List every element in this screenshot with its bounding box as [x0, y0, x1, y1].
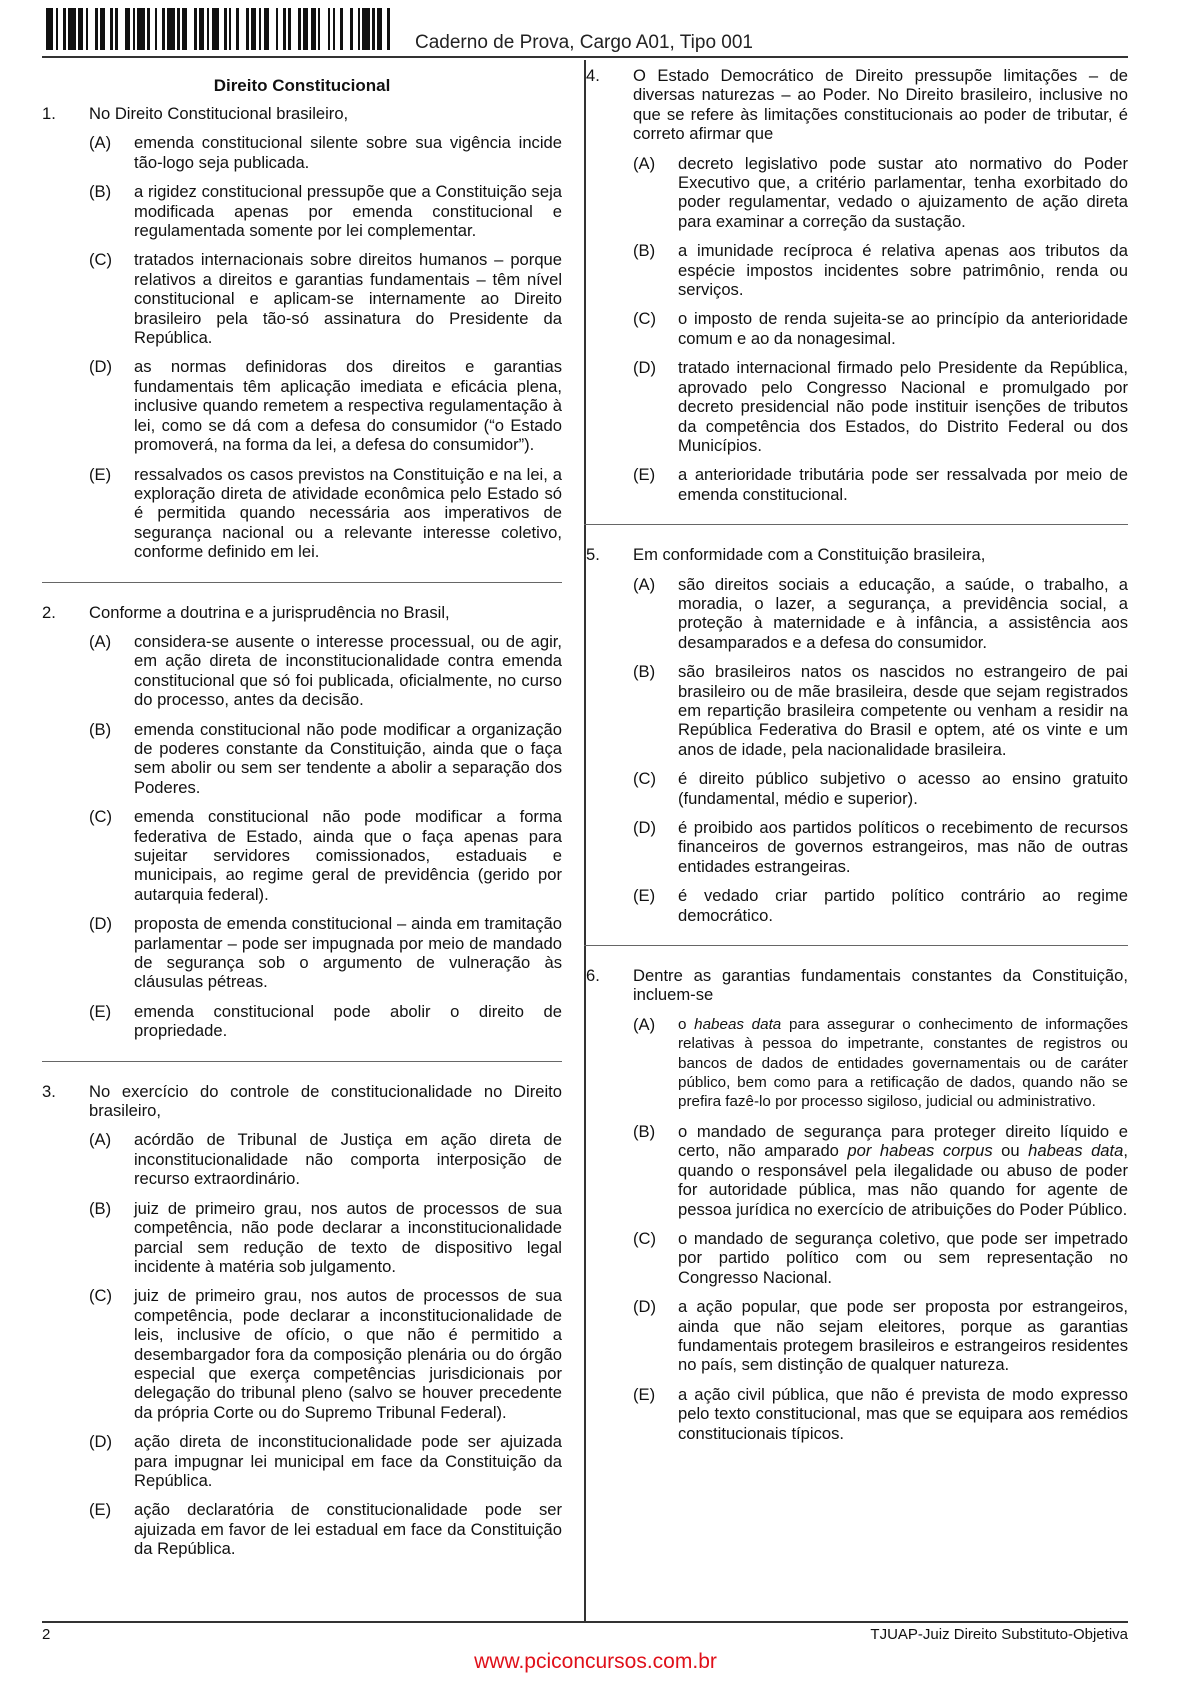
option-text: decreto legislativo pode sustar ato normativo do Poder Executivo que, a critério parlamentar, tenha exorbitado do poder regulamentar, vedado o ajuizamento de ação direta para examinar a correção da sustação.: [678, 153, 1128, 231]
option-6d: [586, 1297, 1128, 1375]
option-label: (B): [89, 1198, 112, 1218]
question-4: [586, 66, 1128, 144]
right-column: [586, 64, 1128, 1443]
source-url-link[interactable]: www.pciconcursos.com.br: [474, 1650, 717, 1673]
question-5: [586, 545, 1128, 564]
question-1: [42, 104, 562, 123]
option-text: o imposto de renda sujeita-se ao princípio da anterioridade comum e ao da nonagesimal.: [678, 309, 1128, 348]
option-6a: [586, 1015, 1128, 1112]
option-text: a ação popular, que pode ser proposta por estrangeiros, ainda que não sejam eleitores, porque as garantias fundamentais protegem brasileiros e estrangeiros residentes no país, sem distinção de qualquer natureza.: [678, 1297, 1128, 1375]
option-label: (C): [89, 1286, 113, 1306]
option-text-italic: habeas data: [694, 1015, 782, 1033]
option-5b: [586, 662, 1128, 759]
option-text: são brasileiros natos os nascidos no estrangeiro de pai brasileiro ou de mãe brasileira, desde que sejam registrados em repartição brasileira competente ou venham a residir na República Federativa do Brasil e optem, até os vinte e um anos de idade, pela nacionalidade brasileira.: [678, 662, 1128, 759]
option-4b: [586, 241, 1128, 299]
question-stem: No Direito Constitucional brasileiro,: [89, 104, 349, 123]
option-label: (D): [89, 357, 113, 377]
option-label: (C): [633, 769, 657, 789]
option-label: (E): [89, 1500, 112, 1520]
option-label: (A): [89, 1130, 112, 1150]
option-text: ressalvados os casos previstos na Constituição e na lei, a exploração direta de atividade econômica pelo Estado só é permitida quando necessária aos imperativos de segurança nacional ou a relevante interesse coletivo, conforme definido em lei.: [134, 464, 562, 562]
option-5d: [586, 818, 1128, 876]
option-1d: [42, 357, 562, 454]
option-6b: [586, 1122, 1128, 1219]
question-number: 5.: [586, 545, 600, 565]
option-4d: [586, 358, 1128, 455]
header-caption: Caderno de Prova, Cargo A01, Tipo 001: [415, 32, 754, 53]
option-label: (B): [633, 241, 656, 261]
option-4a: [586, 154, 1128, 232]
option-text: a rigidez constitucional pressupõe que a Constituição seja modificada apenas por emenda constitucional e regulamentada somente por lei complementar.: [134, 182, 562, 241]
question-3: [42, 1082, 562, 1121]
option-2c: [42, 807, 562, 904]
option-text: emenda constitucional não pode modificar a organização de poderes constante da Constituição, ainda que o faça sem abolir ou sem ser tendente a abolir a separação dos Poderes.: [134, 719, 562, 797]
option-3c: [42, 1286, 562, 1422]
option-2a: [42, 632, 562, 710]
option-label: (D): [89, 914, 113, 934]
option-2d: [42, 914, 562, 992]
option-3d: [42, 1432, 562, 1490]
option-1e: [42, 465, 562, 562]
option-label: (A): [89, 133, 112, 153]
option-5a: [586, 575, 1128, 653]
question-separator: [42, 582, 562, 583]
option-label: (E): [89, 1001, 112, 1021]
question-separator: [584, 524, 1128, 525]
option-text-italic-2: habeas data: [1028, 1141, 1124, 1161]
option-4c: [586, 309, 1128, 348]
option-label: (A): [89, 631, 112, 651]
question-number: 3.: [42, 1081, 56, 1101]
option-1a: [42, 133, 562, 172]
exam-name: TJUAP-Juiz Direito Substituto-Objetiva: [870, 1626, 1128, 1643]
question-stem: Em conformidade com a Constituição brasileira,: [633, 545, 986, 565]
option-label: (A): [633, 153, 656, 173]
question-separator: [584, 945, 1128, 946]
left-column: [42, 64, 562, 1559]
question-number: 6.: [586, 966, 600, 986]
option-text-mid: ou: [992, 1141, 1029, 1161]
option-text: as normas definidoras dos direitos e garantias fundamentais têm aplicação imediata e eficácia plena, inclusive quando remetem a respectiva regulamentação à lei, como se dá com a defesa do consumidor (“o Estado promoverá, na forma da lei, a defesa do consumidor”).: [134, 357, 562, 455]
option-label: (B): [633, 662, 656, 682]
question-stem: No exercício do controle de constitucionalidade no Direito brasileiro,: [89, 1081, 562, 1121]
option-label: (A): [633, 1014, 656, 1034]
section-title: Direito Constitucional: [213, 76, 391, 95]
option-text: é direito público subjetivo o acesso ao ensino gratuito (fundamental, médio e superior).: [678, 769, 1128, 808]
option-text: são direitos sociais a educação, a saúde, o trabalho, a moradia, o lazer, a segurança, a previdência social, a proteção à maternidade e à infância, a assistência aos desamparados e a defesa do consumidor.: [678, 574, 1128, 652]
option-text-pre: o: [678, 1015, 695, 1033]
option-label: (E): [633, 465, 656, 485]
option-text: ação declaratória de constitucionalidade pode ser ajuizada em favor de lei estadual em face da Constituição da República.: [134, 1500, 562, 1559]
option-text: a imunidade recíproca é relativa apenas aos tributos da espécie impostos incidentes sobre patrimônio, renda ou serviços.: [678, 241, 1128, 300]
option-text: é vedado criar partido político contrário ao regime democrático.: [678, 886, 1128, 925]
option-label: (E): [633, 1384, 656, 1404]
option-text: considera-se ausente o interesse processual, ou de agir, em ação direta de inconstitucionalidade contra emenda constitucional que só foi publicada, oficialmente, no curso do processo, antes da decisão.: [134, 631, 562, 710]
option-text: é proibido aos partidos políticos o recebimento de recursos financeiros de governos estrangeiros, mas não de outras entidades estrangeiras.: [678, 818, 1128, 876]
option-text: acórdão de Tribunal de Justiça em ação direta de inconstitucionalidade não comporta interposição de recurso extraordinário.: [134, 1130, 562, 1189]
question-6: [586, 966, 1128, 1005]
question-stem: Conforme a doutrina e a jurisprudência no Brasil,: [89, 602, 450, 622]
option-text: a ação civil pública, que não é prevista de modo expresso pelo texto constitucional, mas que se equipara aos remédios constitucionais típicos.: [678, 1384, 1128, 1443]
option-text: o mandado de segurança coletivo, que pode ser impetrado por partido político com ou sem representação no Congresso Nacional.: [678, 1228, 1128, 1287]
option-3b: [42, 1199, 562, 1277]
option-text: emenda constitucional silente sobre sua vigência incide tão-logo seja publicada.: [134, 133, 562, 172]
option-label: (C): [633, 1228, 657, 1248]
option-label: (C): [89, 807, 113, 827]
option-label: (D): [633, 1297, 657, 1317]
question-number: 1.: [42, 104, 56, 123]
option-text: proposta de emenda constitucional – ainda em tramitação parlamentar – pode ser impugnada por meio de mandado de segurança sob o argumento de vulneração às cláusulas pétreas.: [134, 914, 562, 992]
option-label: (E): [633, 886, 656, 906]
option-6c: [586, 1229, 1128, 1287]
option-label: (D): [633, 818, 657, 837]
option-4e: [586, 465, 1128, 504]
option-text: a anterioridade tributária pode ser ressalvada por meio de emenda constitucional.: [678, 465, 1128, 504]
option-3e: [42, 1500, 562, 1558]
question-number: 4.: [586, 66, 600, 85]
option-5e: [586, 886, 1128, 925]
option-label: (C): [633, 309, 657, 329]
option-2e: [42, 1002, 562, 1041]
option-text: juiz de primeiro grau, nos autos de processos de sua competência, não pode declarar a inconstitucionalidade parcial sem redução de texto de dispositivo legal incidente à matéria sob julgamento.: [134, 1198, 562, 1276]
footer-rule: [42, 1621, 1128, 1623]
page-number: 2: [42, 1626, 51, 1643]
barcode-icon: [46, 8, 398, 50]
question-stem: O Estado Democrático de Direito pressupõe limitações – de diversas naturezas – ao Poder. No Direito brasileiro, inclusive no que se refere às limitações constitucionais ao poder de tributar, é correto afirmar que: [633, 66, 1128, 144]
header-rule: [42, 56, 1128, 58]
option-2b: [42, 720, 562, 798]
option-text-italic: por habeas corpus: [847, 1141, 993, 1161]
option-text: juiz de primeiro grau, nos autos de processos de sua competência, pode declarar a inconstitucionalidade de leis, inclusive de ofício, o que não é permitido a desembargador fora da composição plenária ou do órgão especial que exerça competências jurisdicionais por delegação do tribunal pleno (salvo se houver precedente da própria Corte ou do Supremo Tribunal Federal).: [134, 1286, 562, 1422]
option-3a: [42, 1130, 562, 1188]
option-text: ação direta de inconstitucionalidade pode ser ajuizada para impugnar lei municipal em face da Constituição da República.: [134, 1432, 562, 1490]
option-5c: [586, 769, 1128, 808]
option-1b: [42, 182, 562, 240]
option-text: tratados internacionais sobre direitos humanos – porque relativos a direitos e garantias fundamentais – têm nível constitucional e aplicam-se internamente ao Direito brasileiro pela tão-só assinatura do Presidente da República.: [134, 250, 562, 348]
question-separator: [42, 1061, 562, 1062]
option-label: (E): [89, 464, 112, 484]
option-1c: [42, 250, 562, 347]
option-label: (B): [633, 1121, 656, 1141]
option-text: tratado internacional firmado pelo Presidente da República, aprovado pelo Congresso Nacional e promulgado por decreto presidencial não pode instituir isenções de tributos da competência dos Estados, do Distrito Federal ou dos Municípios.: [678, 358, 1128, 455]
option-text-post: , quando o responsável pela ilegalidade ou abuso de poder for autoridade pública, mas não quando for agente de pessoa jurídica no exercício de atribuições do Poder Público.: [678, 1141, 1128, 1219]
option-label: (A): [633, 574, 656, 594]
option-label: (D): [633, 358, 657, 378]
question-2: [42, 603, 562, 622]
option-text-pre: o mandado de segurança para proteger direito líquido e certo, não amparado: [678, 1121, 1128, 1161]
question-stem: Dentre as garantias fundamentais constantes da Constituição, incluem-se: [633, 966, 1128, 1005]
option-text: emenda constitucional pode abolir o direito de propriedade.: [134, 1001, 562, 1041]
option-label: (B): [89, 719, 112, 739]
option-text: emenda constitucional não pode modificar a forma federativa de Estado, ainda que o faça apenas para sujeitar servidores comissionados, estaduais e municipais, ao regime geral de previdência (gerido por autarquia federal).: [134, 807, 562, 904]
option-label: (C): [89, 250, 113, 270]
option-6e: [586, 1385, 1128, 1443]
option-text-post: para assegurar o conhecimento de informações relativas à pessoa do impetrante, constantes de registros ou bancos de dados de entidades governamentais ou de caráter público, bem como para a retificação de dados, quando não se prefira fazê-lo por processo sigiloso, judicial ou administrativo.: [678, 1015, 1129, 1111]
question-number: 2.: [42, 602, 56, 622]
option-label: (B): [89, 182, 112, 202]
option-label: (D): [89, 1432, 113, 1452]
